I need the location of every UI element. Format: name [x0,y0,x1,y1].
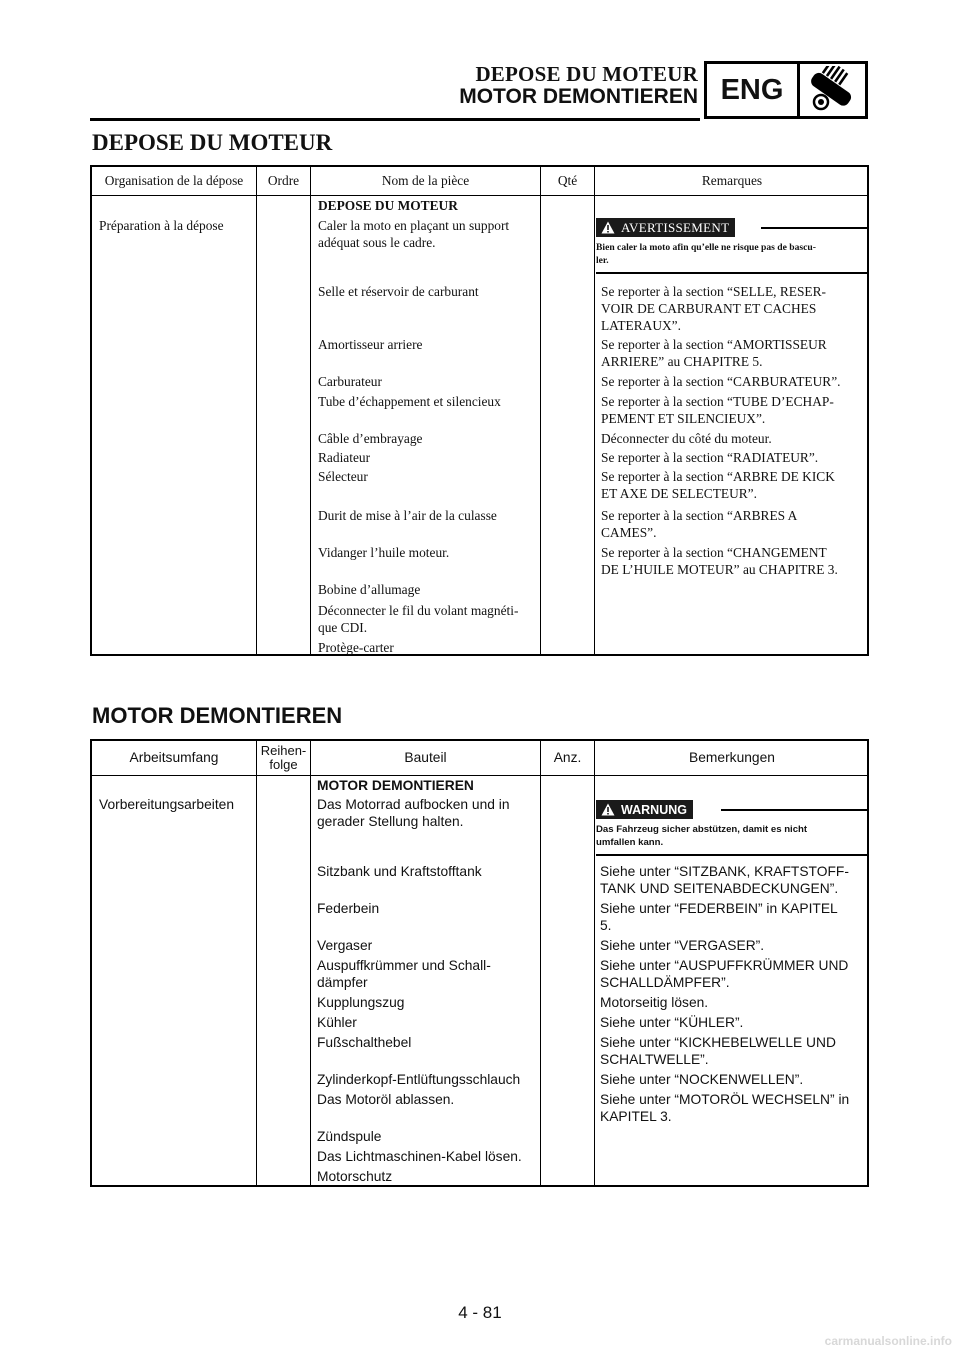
part-item: Zylinderkopf-Entlüftungsschlauch [317,1072,521,1087]
badge-label: ENG [707,64,800,116]
column-header: Organisation de la dépose [104,172,244,188]
table-fr [90,165,869,656]
remark: Se reporter à la section “RADIATEUR”. [601,450,819,465]
part-title: DEPOSE DU MOTEUR [318,198,458,213]
column-header: Reihen- folge [260,743,307,772]
warning-rule [761,227,867,229]
part-item: Das Lichtmaschinen-Kabel lösen. [317,1149,522,1164]
warning-tag [596,800,693,819]
part-item: Radiateur [318,450,371,465]
part-item: Carburateur [318,374,382,389]
part-item: Das Motoröl ablassen. [317,1092,455,1107]
remark: Se reporter à la section “ARBRE DE KICK ET AXE DE SELECTEUR”. [601,469,835,501]
table-header [92,741,867,776]
part-item: Selle et réservoir de carburant [318,284,479,299]
remark: Siehe unter “VERGASER”. [600,938,765,953]
warning-text: Das Fahrzeug sicher abstützen, damit es nicht umfallen kann. [596,824,808,848]
column-header: Anz. [553,749,582,765]
column-header: Remarques [701,172,763,188]
part-item: Vergaser [317,938,373,953]
column-header: Nom de la pièce [381,172,470,188]
org-label: Vorbereitungsarbeiten [99,797,234,812]
part-item: Amortisseur arriere [318,337,423,352]
part-item: Federbein [317,901,380,916]
remark: Siehe unter “KÜHLER”. [600,1015,744,1030]
warning-rule [596,854,867,856]
part-item: Kupplungszug [317,995,405,1010]
page-number: 4 - 81 [458,1303,502,1322]
section-title-fr: DEPOSE DU MOTEUR [92,130,333,155]
table-de [90,739,869,1187]
remark: Se reporter à la section “AMORTISSEUR ARRIERE” au CHAPITRE 5. [601,337,827,369]
part-item: Kühler [317,1015,357,1030]
table-header [92,167,867,196]
section-title-de: MOTOR DEMONTIEREN [92,703,343,728]
remark: Siehe unter “SITZBANK, KRAFTSTOFF- TANK UND SEITENABDECKUNGEN”. [600,864,849,896]
warning-box [596,800,867,856]
org-label: Préparation à la dépose [99,218,224,233]
warning-rule [596,272,867,274]
part-item: Auspuffkrümmer und Schall- dämpfer [317,958,491,990]
warning-triangle-icon [601,803,615,816]
header-rule [90,118,700,121]
column-header: Bauteil [404,749,447,765]
warning-rule [721,809,867,811]
part-item: Sitzbank und Kraftstofftank [317,864,482,879]
part-item: Tube d’échappement et silencieux [318,394,501,409]
remark: Se reporter à la section “ARBRES A CAMES”. [601,508,798,540]
warning-label: WARNUNG [621,802,687,817]
part-item: Déconnecter le fil du volant magnéti- que CDI. [318,603,519,635]
header-title-de: MOTOR DEMONTIEREN [459,85,698,108]
column-header: Arbeitsumfang [129,749,219,765]
remark: Siehe unter “NOCKENWELLEN”. [600,1072,804,1087]
part-title: MOTOR DEMONTIEREN [317,778,474,793]
remark: Motorseitig lösen. [600,995,709,1010]
part-item: Câble d’embrayage [318,431,423,446]
header-title-fr: DEPOSE DU MOTEUR [475,62,698,86]
engine-icon [800,64,865,116]
warning-box [596,218,867,274]
remark: Se reporter à la section “CARBURATEUR”. [601,374,841,389]
part-item: Vidanger l’huile moteur. [318,545,450,560]
remark: Siehe unter “AUSPUFFKRÜMMER UND SCHALLDÄMPFER”. [600,958,849,990]
warning-tag [596,218,735,237]
part-item: Durit de mise à l’air de la culasse [318,508,497,523]
section-badge [704,61,868,119]
remark: Siehe unter “FEDERBEIN” in KAPITEL 5. [600,901,838,933]
warning-label: AVERTISSEMENT [621,219,730,235]
part-item: Sélecteur [318,469,368,484]
footer-watermark[interactable]: carmanualsonline.info [824,1334,952,1348]
column-header: Bemerkungen [689,749,775,765]
warning-triangle-icon [601,221,615,234]
remark: Se reporter à la section “CHANGEMENT DE L’HUILE MOTEUR” au CHAPITRE 3. [601,545,838,577]
part-item: Das Motorrad aufbocken und in gerader Stellung halten. [317,797,510,829]
part-item: Fußschalthebel [317,1035,412,1050]
remark: Se reporter à la section “TUBE D’ECHAP- PEMENT ET SILENCIEUX”. [601,394,834,426]
part-item: Caler la moto en plaçant un support adéquat sous le cadre. [318,218,510,250]
remark: Siehe unter “KICKHEBELWELLE UND SCHALTWELLE”. [600,1035,836,1067]
column-header: Ordre [267,172,300,188]
column-header: Qté [557,172,578,188]
remark: Déconnecter du côté du moteur. [601,431,772,446]
warning-text: Bien caler la moto afin qu’elle ne risque pas de bascu- ler. [596,242,816,266]
part-item: Zündspule [317,1129,382,1144]
part-item: Motorschutz [317,1169,393,1184]
part-item: Bobine d’allumage [318,582,421,597]
remark: Se reporter à la section “SELLE, RESER- VOIR DE CARBURANT ET CACHES LATERAUX”. [601,284,826,333]
remark: Siehe unter “MOTORÖL WECHSELN” in KAPITEL 3. [600,1092,850,1124]
part-item: Protège-carter [318,640,394,655]
